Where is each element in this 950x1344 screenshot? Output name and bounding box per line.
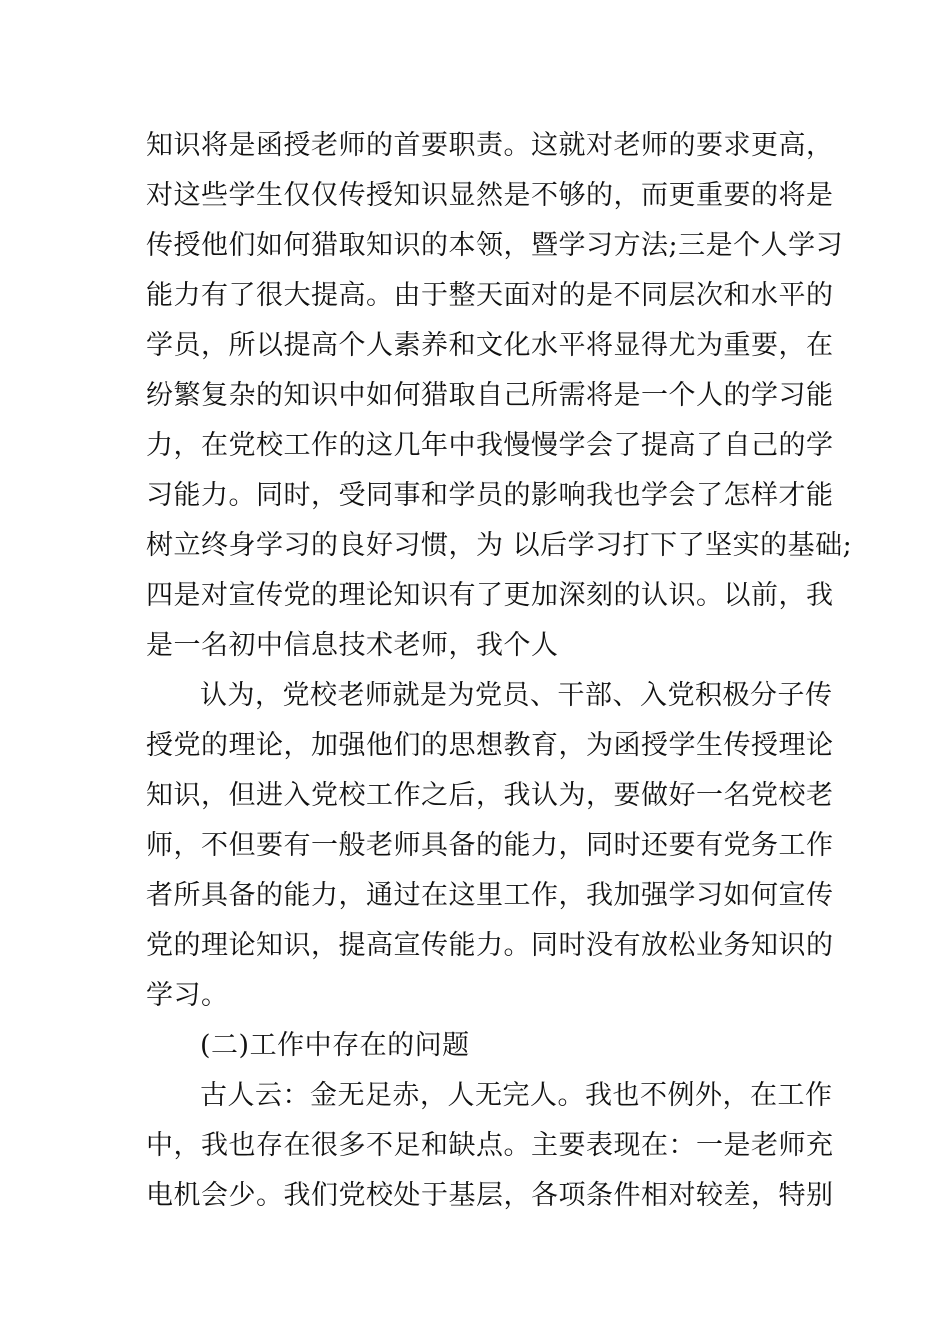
section-heading: (二)工作中存在的问题 — [200, 1030, 470, 1061]
text-line: 力，在党校工作的这几年中我慢慢学会了提高了自己的学 — [146, 430, 834, 461]
text-line: 学员，所以提高个人素养和文化水平将显得尤为重要，在 — [146, 330, 834, 361]
text-line: 中，我也存在很多不足和缺点。主要表现在：一是老师充 — [146, 1130, 834, 1161]
text-line: 师，不但要有一般老师具备的能力，同时还要有党务工作 — [146, 830, 834, 861]
text-line: 习能力。同时，受同事和学员的影响我也学会了怎样才能 — [146, 480, 834, 511]
text-line: 树立终身学习的良好习惯，为 以后学习打下了坚实的基础; — [146, 530, 853, 561]
paragraph-first-line: 认为，党校老师就是为党员、干部、入党积极分子传 — [200, 680, 833, 711]
text-line: 是一名初中信息技术老师，我个人 — [146, 630, 559, 661]
text-line: 者所具备的能力，通过在这里工作，我加强学习如何宣传 — [146, 880, 834, 911]
paragraph-first-line: 古人云：金无足赤，人无完人。我也不例外，在工作 — [200, 1080, 833, 1111]
text-line: 知识，但进入党校工作之后，我认为，要做好一名党校老 — [146, 780, 834, 811]
text-line: 授党的理论，加强他们的思想教育，为函授学生传授理论 — [146, 730, 834, 761]
text-line: 传授他们如何猎取知识的本领，暨学习方法;三是个人学习 — [146, 230, 844, 261]
text-line: 学习。 — [146, 980, 229, 1011]
text-line: 纷繁复杂的知识中如何猎取自己所需将是一个人的学习能 — [146, 380, 834, 411]
text-line: 四是对宣传党的理论知识有了更加深刻的认识。以前，我 — [146, 580, 834, 611]
text-line: 对这些学生仅仅传授知识显然是不够的，而更重要的将是 — [146, 180, 834, 211]
text-line: 党的理论知识，提高宣传能力。同时没有放松业务知识的 — [146, 930, 834, 961]
text-line: 知识将是函授老师的首要职责。这就对老师的要求更高， — [146, 130, 834, 161]
text-line: 能力有了很大提高。由于整天面对的是不同层次和水平的 — [146, 280, 834, 311]
text-line: 电机会少。我们党校处于基层，各项条件相对较差，特别 — [146, 1180, 834, 1211]
